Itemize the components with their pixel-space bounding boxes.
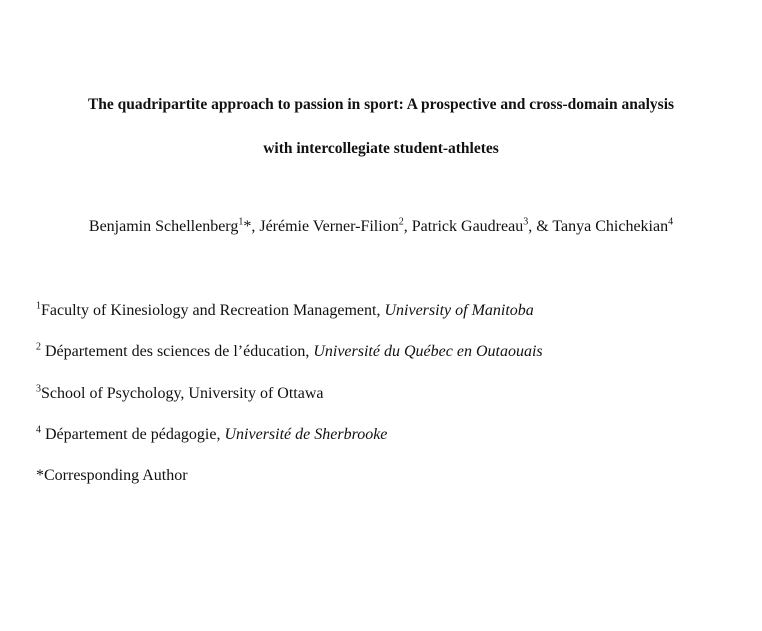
affiliation-department: Faculty of Kinesiology and Recreation Management, <box>41 302 385 319</box>
author-separator: , <box>251 218 260 235</box>
author-name: Jérémie Verner-Filion <box>259 218 399 235</box>
author-name: Patrick Gaudreau <box>411 218 524 235</box>
affiliation-department: Département de pédagogie, <box>41 426 225 443</box>
author-name: Benjamin Schellenberg <box>88 218 239 235</box>
affiliation-4 <box>36 426 387 444</box>
affiliation-1 <box>36 302 534 320</box>
author-affiliation-mark: 3 <box>523 216 529 228</box>
affiliation-institution: Université du Québec en Outaouais <box>313 343 543 360</box>
author-affiliation-mark: 4 <box>668 216 674 228</box>
affiliation-institution: Université de Sherbrooke <box>224 426 388 443</box>
author-affiliation-mark: 1 <box>238 216 244 228</box>
author-separator: , <box>403 218 412 235</box>
author-separator: , & <box>528 218 553 235</box>
author-list <box>0 218 762 236</box>
author-affiliation-mark: 2 <box>398 216 404 228</box>
affiliation-department: Département des sciences de l’éducation, <box>41 343 314 360</box>
affiliation-department: School of Psychology, University of Ottawa <box>41 385 324 402</box>
affiliation-mark: 4 <box>36 424 41 436</box>
affiliation-mark: 3 <box>36 383 41 395</box>
affiliation-mark: 1 <box>36 300 41 312</box>
affiliation-institution: University of Manitoba <box>384 302 534 319</box>
paper-title-line-2: with intercollegiate student-athletes <box>263 140 499 157</box>
paper-title-line-1: The quadripartite approach to passion in sport: A prospective and cross-domain analysis <box>87 96 675 113</box>
corresponding-mark: * <box>243 218 252 235</box>
affiliation-mark: 2 <box>36 341 41 353</box>
author-name: Tanya Chichekian <box>552 218 669 235</box>
affiliation-2 <box>36 343 543 361</box>
affiliation-3 <box>36 385 323 403</box>
corresponding-author-note: *Corresponding Author <box>36 467 188 484</box>
